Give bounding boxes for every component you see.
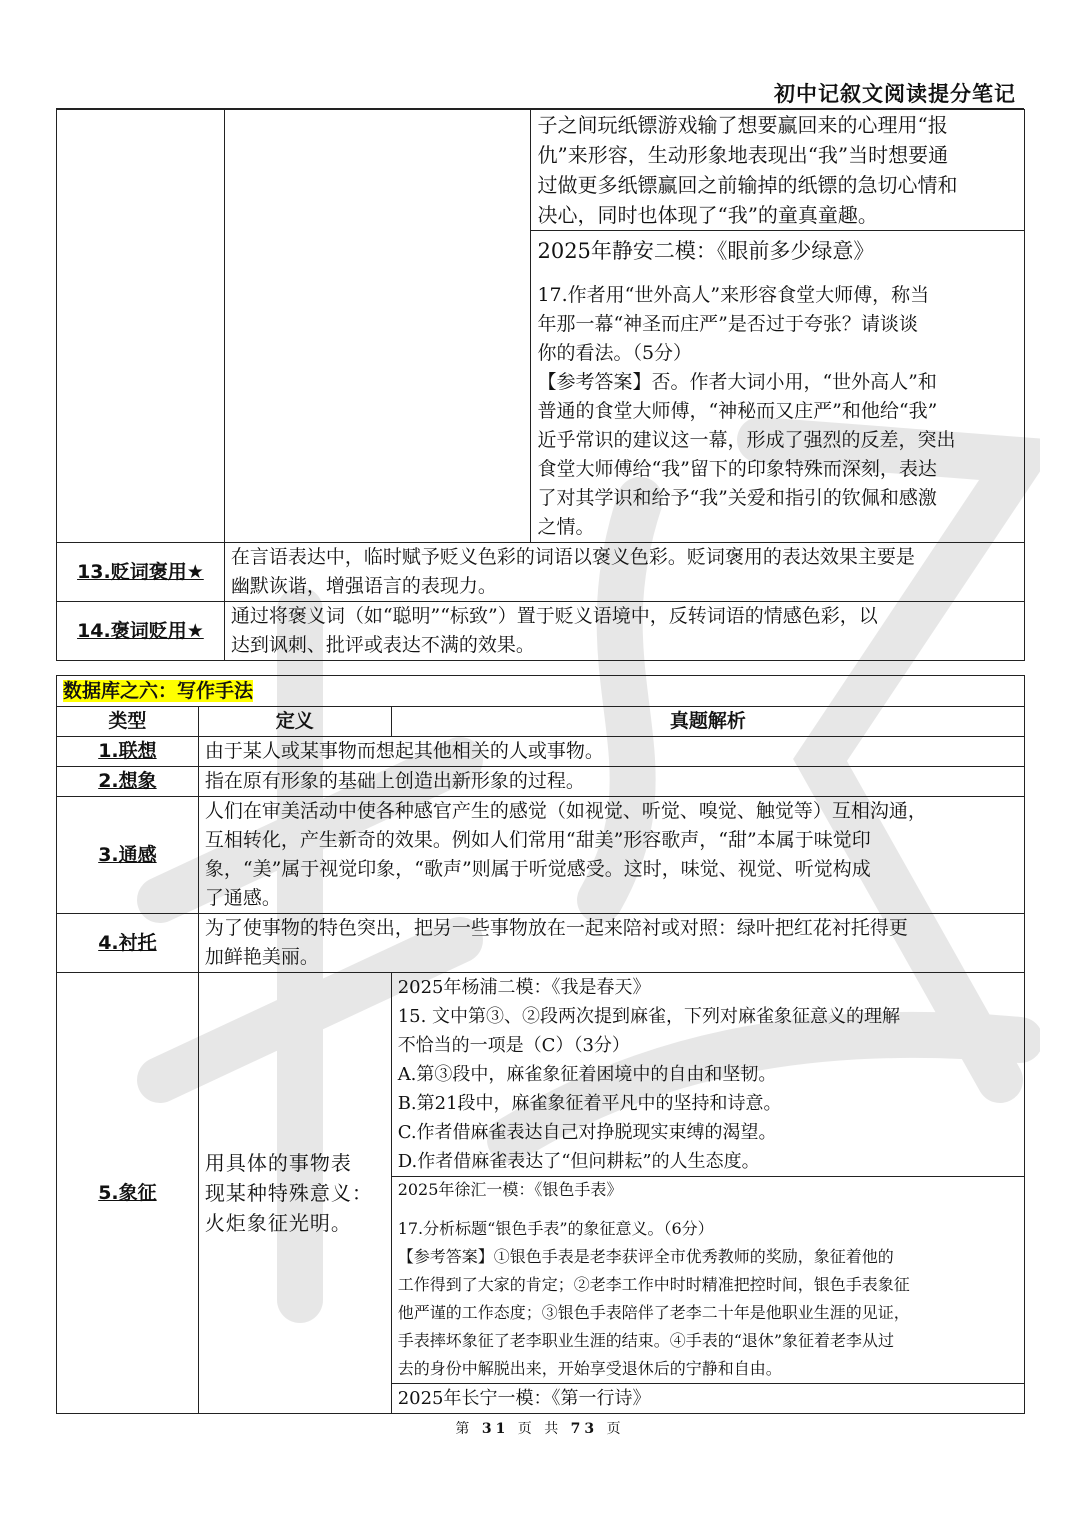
answer-line: 近乎常识的建议这一幕，形成了强烈的反差，突出: [537, 429, 956, 451]
column-header-type: 类型: [57, 707, 199, 737]
option-line: C.作者借麻雀表达自己对挣脱现实束缚的渴望。: [397, 1122, 777, 1143]
term-synesthesia: 3.通感: [57, 797, 199, 914]
changning-exam-cell: [391, 1384, 1024, 1414]
text-line: 在言语表达中，临时赋予贬义色彩的词语以褒义色彩。贬词褒用的表达效果主要是: [230, 546, 915, 568]
text-line: 幽默诙谐，增强语言的表现力。: [230, 575, 497, 597]
exam-title: 2025年杨浦二模：《我是春天》: [397, 977, 651, 998]
text-line: 象，“美”属于视觉印象，“歌声”则属于听觉感受。这时，味觉、视觉、听觉构成: [204, 858, 871, 880]
definition-cell: [224, 602, 1024, 661]
symbolism-definition-cell: [198, 973, 391, 1414]
text-line: 火炬象征光明。: [204, 1211, 352, 1235]
footer-label: 页 共: [517, 1421, 563, 1437]
answer-line: 手表摔坏象征了老李职业生涯的结束。④手表的“退休”象征着老李从过: [397, 1331, 895, 1350]
database-title-cell: [57, 676, 1025, 707]
text-line: 人们在审美活动中使各种感官产生的感觉（如视觉、听觉、嗅觉、触觉等）互相沟通，: [204, 800, 927, 822]
term-association: 1.联想: [57, 737, 199, 767]
answer-line: 【参考答案】否。作者大词小用，“世外高人”和: [537, 371, 937, 393]
continued-answer-cell: [531, 110, 1025, 231]
database-title: 数据库之六：写作手法: [63, 680, 254, 702]
column-header-analysis: 真题解析: [391, 707, 1024, 737]
option-line: B.第21段中，麻雀象征着平凡中的坚持和诗意。: [397, 1093, 782, 1114]
definition-cell: [224, 543, 1024, 602]
term-imagination: 2.想象: [57, 767, 199, 797]
answer-line: 普通的食堂大师傅，“神秘而又庄严”和他给“我”: [537, 400, 938, 422]
column-header-definition: 定义: [198, 707, 391, 737]
footer-label: 第: [455, 1421, 474, 1437]
question-line: 年那一幕“神圣而庄严”是否过于夸张？请谈谈: [537, 313, 918, 335]
yangpu-exam-cell: [391, 973, 1024, 1177]
footer-label: 页: [606, 1421, 625, 1437]
answer-line: 工作得到了大家的肯定；②老李工作中时时精准把控时间，银色手表象征: [397, 1275, 910, 1294]
definition-cell: [198, 737, 1024, 767]
definition-cell: [198, 797, 1024, 914]
exam-title: 2025年静安二模：《眼前多少绿意》: [537, 239, 875, 263]
text-line: 现某种特殊意义：: [204, 1181, 373, 1205]
text-line: 决心，同时也体现了“我”的童真童趣。: [537, 203, 878, 227]
text-line: 用具体的事物表: [204, 1151, 352, 1175]
option-line: A.第③段中，麻雀象征着困境中的自由和坚韧。: [397, 1064, 777, 1085]
text-line: 互相转化，产生新奇的效果。例如人们常用“甜美”形容歌声，“甜”本属于味觉印: [204, 829, 871, 851]
text-line: 仇”来形容，生动形象地表现出“我”当时想要通: [537, 143, 949, 167]
text-line: 加鲜艳美丽。: [204, 946, 319, 968]
term-derogatory-as-commendatory: 13.贬词褒用★: [57, 543, 225, 602]
answer-line: 【参考答案】①银色手表是老李获评全市优秀教师的奖励，象征着他的: [397, 1247, 894, 1266]
text-line: 过做更多纸镖赢回之前输掉的纸镖的急切心情和: [537, 173, 958, 197]
question-line: 15. 文中第③、②段两次提到麻雀，下列对麻雀象征意义的理解: [397, 1006, 901, 1027]
question-line: 你的看法。（5分）: [537, 342, 693, 364]
text-line: 由于某人或某事物而想起其他相关的人或事物。: [204, 740, 604, 762]
empty-term-cell: [57, 110, 225, 543]
rhetoric-table: [56, 109, 1025, 661]
page-number: 31: [481, 1421, 510, 1437]
term-symbolism: 5.象征: [57, 973, 199, 1414]
exam-title: 2025年徐汇一模：《银色手表》: [397, 1180, 623, 1199]
definition-cell: [198, 767, 1024, 797]
question-line: 17.分析标题“银色手表”的象征意义。（6分）: [397, 1219, 714, 1238]
page-footer: [0, 1418, 1080, 1438]
question-line: 不恰当的一项是（C）（3分）: [397, 1035, 630, 1056]
term-commendatory-as-derogatory: 14.褒词贬用★: [57, 602, 225, 661]
jingan-exam-cell: [531, 231, 1025, 543]
question-line: 17.作者用“世外高人”来形容食堂大师傅，称当: [537, 284, 930, 306]
option-line: D.作者借麻雀表达了“但问耕耘”的人生态度。: [397, 1151, 760, 1172]
text-line: 了通感。: [204, 887, 281, 909]
xuhui-exam-cell: [391, 1177, 1024, 1384]
answer-line: 了对其学识和给予“我”关爱和指引的钦佩和感激: [537, 487, 937, 509]
term-contrast: 4.衬托: [57, 914, 199, 973]
text-line: 为了使事物的特色突出，把另一些事物放在一起来陪衬或对照：绿叶把红花衬托得更: [204, 917, 908, 939]
text-line: 达到讽刺、批评或表达不满的效果。: [230, 634, 535, 656]
text-line: 指在原有形象的基础上创造出新形象的过程。: [204, 770, 585, 792]
total-pages: 73: [570, 1421, 599, 1437]
document-header: 初中记叙文阅读提分笔记: [774, 82, 1016, 106]
answer-line: 他严谨的工作态度；③银色手表陪伴了老李二十年是他职业生涯的见证，: [397, 1303, 910, 1322]
answer-line: 之情。: [537, 516, 595, 538]
exam-title: 2025年长宁一模：《第一行诗》: [397, 1388, 651, 1409]
answer-line: 去的身份中解脱出来，开始享受退休后的宁静和自由。: [397, 1359, 782, 1378]
text-line: 通过将褒义词（如“聪明”“标致”）置于贬义语境中，反转词语的情感色彩，以: [230, 605, 878, 627]
answer-line: 食堂大师傅给“我”留下的印象特殊而深刻，表达: [537, 458, 937, 480]
writing-techniques-table: [56, 675, 1025, 1414]
definition-cell: [198, 914, 1024, 973]
text-line: 子之间玩纸镖游戏输了想要赢回来的心理用“报: [537, 113, 948, 137]
empty-definition-cell: [224, 110, 531, 543]
